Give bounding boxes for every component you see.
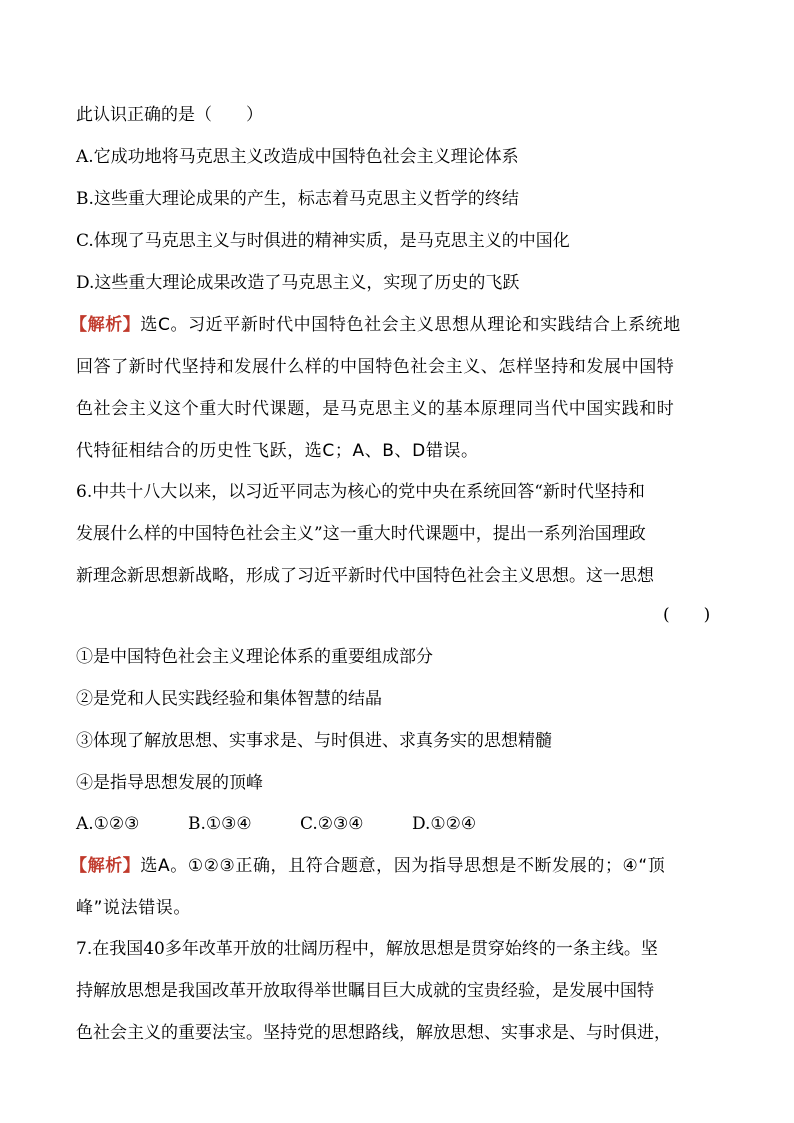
q5-analysis-tag: 【解析】	[70, 315, 141, 335]
q6-choices	[76, 812, 476, 836]
q5-analysis-line-4: 代特征相结合的历史性飞跃，选C；A、B、D错误。	[76, 441, 479, 461]
q6-choice-d: D.①②④	[412, 814, 477, 834]
q6-analysis-line-1: 【解析】选A。①②③正确，且符合题意，因为指导思想是不断发展的；④“顶	[70, 856, 666, 876]
q5-analysis-line-3: 色社会主义这个重大时代课题，是马克思主义的基本原理同当代中国实践和时	[76, 399, 675, 419]
q6-stem-line-2: 发展什么样的中国特色社会主义”这一重大时代课题中，提出一系列治国理政	[76, 524, 646, 544]
q5-option-b: B.这些重大理论成果的产生，标志着马克思主义哲学的终结	[76, 189, 519, 209]
q6-choice-c: C.②③④	[300, 814, 364, 834]
q7-stem-line-3: 色社会主义的重要法宝。坚持党的思想路线，解放思想、实事求是、与时俱进，	[76, 1023, 671, 1043]
q6-statement-1: ①是中国特色社会主义理论体系的重要组成部分	[76, 647, 433, 667]
q6-statement-3: ③体现了解放思想、实事求是、与时俱进、求真务实的思想精髓	[76, 731, 552, 751]
q7-stem-line-2: 持解放思想是我国改革开放取得举世瞩目巨大成就的宝贵经验，是发展中国特	[76, 981, 654, 1001]
q5-option-a: A.它成功地将马克思主义改造成中国特色社会主义理论体系	[76, 147, 519, 167]
q6-statement-4: ④是指导思想发展的顶峰	[76, 773, 263, 793]
q5-option-c: C.体现了马克思主义与时俱进的精神实质，是马克思主义的中国化	[76, 231, 570, 251]
q6-analysis-line-2: 峰”说法错误。	[76, 898, 192, 918]
q5-analysis-line-2: 回答了新时代坚持和发展什么样的中国特色社会主义、怎样坚持和发展中国特	[76, 357, 675, 377]
q5-option-d: D.这些重大理论成果改造了马克思主义，实现了历史的飞跃	[76, 273, 520, 293]
q7-stem-line-1: 7.在我国40多年改革开放的壮阔历程中，解放思想是贯穿始终的一条主线。坚	[76, 939, 658, 959]
q6-statement-2: ②是党和人民实践经验和集体智慧的结晶	[76, 689, 382, 709]
q6-stem-line-3: 新理念新思想新战略，形成了习近平新时代中国特色社会主义思想。这一思想	[76, 566, 654, 586]
q6-stem-line-1: 6.中共十八大以来，以习近平同志为核心的党中央在系统回答“新时代坚持和	[76, 482, 645, 502]
q6-choice-b: B.①③④	[188, 814, 252, 834]
q5-analysis-line-1: 【解析】选C。习近平新时代中国特色社会主义思想从理论和实践结合上系统地	[70, 315, 681, 335]
q6-analysis-tag: 【解析】	[70, 856, 141, 876]
q5-stem-end: 此认识正确的是（ ）	[76, 105, 263, 125]
q6-answer-paren: ( )	[663, 605, 711, 625]
q6-choice-a: A.①②③	[76, 814, 140, 834]
